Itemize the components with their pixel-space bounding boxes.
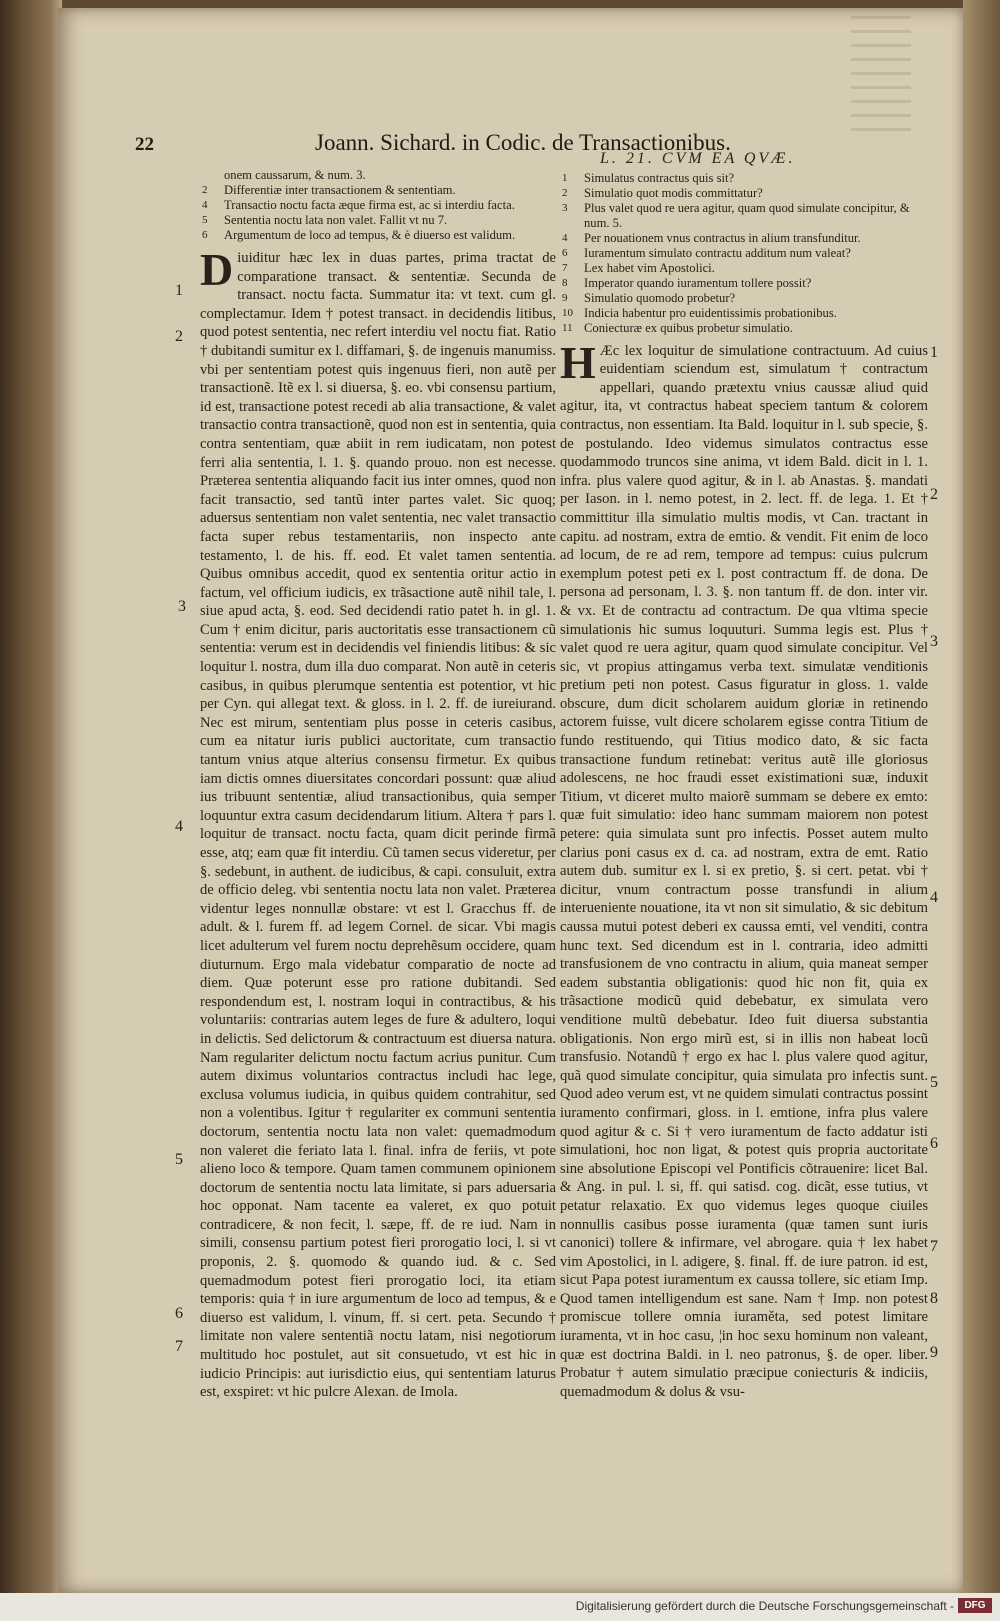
list-item: 4 Per nouationem vnus contractus in alium transfunditur. [562, 230, 861, 245]
margin-number: 1 [930, 344, 938, 361]
book-binding-edge [0, 0, 62, 1621]
margin-number: 4 [930, 889, 938, 906]
left-text-column [200, 166, 556, 1402]
list-item: 7 Lex habet vim Apostolici. [562, 260, 715, 275]
margin-number: 1 [175, 282, 183, 299]
drop-cap: H [560, 336, 596, 388]
drop-cap: D [200, 244, 234, 295]
margin-number: 5 [930, 1074, 938, 1091]
margin-number: 3 [178, 598, 186, 615]
footer-credit: Digitalisierung gefördert durch die Deutsche Forschungsgemeinschaft - [575, 1599, 954, 1613]
list-item: 5 Sententia noctu lata non valet. Fallit vt nu 7. [202, 213, 448, 227]
right-body-text [560, 336, 928, 1402]
left-paragraph: iuiditur hæc lex in duas partes, prima tractat de comparatione transact. & sententiæ. Secunda de transact. noctu facta. Summatur ita: vt text. cum gl. complectamur. Idem † potest transact. in decidendis litibus, quod potest sententia, nec refert interdiu vel noctu fiat. Ratio † dubitandi sumitur ex l. diffamari, §. de ingenuis manumiss. vbi per sententiam potest quis ingenuus fieri, non autẽ per transactionẽ. Itẽ ex l. si diuersa, §. eo. vbi consensu partium, id est, transactione potest recedi ab alia transactione, & valet transactio contra transactionẽ, quod non est in sententia, quia contra sententiam, quæ abiit in rem iudicatam, non potest ferri alia sententia, l. 1. §. quando prouo. non est necesse. Præterea sententia aliquando facit ius inter omnes, quod non facit transactio, sed tantũ inter partes valet. Sic quoq; aduersus sententiam non valet sententia, nec valet transactio facta super rebus testamentariis, non inspecto ante testamento, l. de his. ff. eod. Et valet tamen sententia. Quibus omnibus accedit, quod ex sententia oritur actio in factum, vel officium iudicis, ex trãsactione autẽ nihil tale, l. siue apud acta, §. eod. Sed decidendi ratio patet h. in gl. 1. Cum † enim dicitur, paris auctoritatis esse transactionem cũ sententia: verum est in decidendis vel finiendis litibus: & sic loquitur l. nostra, dum illa duo comparat. Non autẽ in ceteris casibus, in quibus plerumque sententia est potentior, vt hic per Cyn. qui allegat text. & gloss. in l. 2. ff. de iureiurand. Nec est mirum, sententiam plus posse in ceteris casibus, cum ea nitatur iuris publici auctoritate, cum transactio tantum vnius atque alterius consensu firmetur. Ex quibus iam dictis omnes diuersitates concordari possunt: quæ aliud ius tribuunt sententiæ, aliud transactionibus, quia semper loquuntur extra casum decidendarum litium. Altera † pars l. loquitur de transact. noctu facta, quam dicit perinde firmã esse, atq; eam quæ fit interdiu. Cũ tamen secus videretur, per §. sedebunt, in authent. de iudicibus, & capi. consuluit, extra de officio deleg. vbi sententia noctu lata non valet. Præterea videntur leges nonnullæ obstare: vt est l. Gracchus ff. de adult. & l. furem ff. ad legem Cornel. de sicar. Vbi magis licet adulterum vel furem noctu deprehẽsum occidere, quam diuturnum. Ergo mala videbatur comparatio de nocte ad diem. Quæ poterunt esse pro ratione dubitandi. Sed respondendum est, l. nostram loqui in contractibus, & his voluntariis: contrarias autem leges de fure & adultero, loqui in delictis. Sed delictorum & contractuum est diuersa natura. Nam regulariter delictum noctu factum acrius punitur. Cum autem diximus voluntarios contractus includi hac lege, exclusa volumus iudicia, in quibus quidem contrahitur, sed non a volentibus. Igitur † regulariter ex communi sententia doctorum, sententia noctu lata non valet: quemadmodum non valeret die feriato lata l. final. infra de feriis, vt pote alieno loco & tempore. Quam tamen communem opinionem doctorum de sententia noctu lata limitate, si pars aduersaria hoc opponat. Nam tacente ea valeret, ex quo potuit contradicere, & non fecit, l. sæpe, ff. de re iud. Nam in simili, consensu partium potest fieri prorogatio loci, l. si vt proponis, 2. §. quomodo & quando iud. & c. Sed quemadmodum potest fieri prorogatio loci, ita etiam temporis: quia † in iure argumentum de loco ad tempus, & e diuerso est validum, l. vinum, ff. si cert. peta. Secundo † limitate non valere sententiã noctu latam, nisi negotiorum multitudo hoc postulet, aut sit consuetudo, vt est hic in iudicio Principis: aut iurisdictio eius, qui sententiam laturus est, exspiret: vt hic pulcre Alexan. de Imola. [200, 250, 557, 1401]
page-edge-right [963, 0, 1000, 1621]
margin-number: 6 [930, 1135, 938, 1152]
dfg-logo: DFG [958, 1598, 992, 1613]
margin-number: 6 [175, 1305, 183, 1322]
running-title: Joann. Sichard. in Codic. de Transactionibus. [315, 130, 731, 155]
list-item: 4 Transactio noctu facta æque firma est, ac si interdiu facta. [202, 198, 515, 212]
page-number: 22 [135, 134, 154, 155]
list-item: 11 Coniecturæ ex quibus probetur simulatio. [562, 320, 793, 335]
right-contents-list [560, 171, 928, 336]
list-item: 6 Iuramentum simulato contractu additum num valeat? [562, 245, 851, 260]
bleed-through-text [851, 16, 911, 136]
list-item: 8 Imperator quando iuramentum tollere possit? [562, 275, 812, 290]
right-text-column [560, 150, 928, 1401]
list-item: 2 Differentiæ inter transactionem & sententiam. [202, 183, 456, 197]
law-heading: L. 21. CVM EA QVÆ. [600, 150, 796, 167]
list-item: onem caussarum, & num. 3. [224, 168, 366, 182]
margin-number: 5 [175, 1151, 183, 1168]
margin-number: 7 [175, 1338, 183, 1355]
right-paragraph: Æc lex loquitur de simulatione contractuum. Ad cuius euidentiam sciendum est, simulatum † contractum appellari, quando prætextu vnius caussæ aliud quid agitur, ita, vt contractus habeat speciem tantum & colorem contractus, non essentiam. Ita Bald. loquitur in l. sub specie, §. de postulando. Ideo videmus simulatos contractus esse quodammodo truncos sine anima, vt idem Bald. dicit in l. 1. infra. plus valere quod agitur, & in l. ab Anastas. §. mandati per Iason. in l. nemo potest, in 2. lect. ff. de lega. 1. Et † committitur illa simulatio multis modis, vt Can. tractant in capitu. ad nostram, extra de emtio. & vendit. Fit enim de loco ad locum, de re ad rem, tempore ad tempus: cuius pulcrum exemplum potest peti ex l. post contractum ff. de dona. De persona ad personam, l. 3. §. non tantum ff. de don. inter vir. & vx. Et de contractu ad contractum. De qua vltima specie simulationis hic sumus loquuturi. Summa legis est. Plus † valet quod re uera agitur, quam quod simulate concipitur. Vel sic, vt propius attingamus verba text. simulatæ venditionis pretium peti non potest. Casus figuratur in gloss. 1. valde obscure, dum dicit scholarem auidum gloriæ in retinendo actorem fuisse, vult dicere scholarem egisse contra Titium de fundo restituendo, qui Titius modico dato, & sic facta transactione fundum retinebat: veritus autẽ ille gloriosus adolescens, ne hoc fraudi esset existimationi suæ, induxit Titium, vt diceret multo maiorẽ summam se debere ex emto: quæ fuit simulatio: ideo hanc summam maiorem non potest petere: quia simulata sunt pro infectis. Posset autem multo clarius poni casus ex d. ca. ad nostram, extra de emt. Ratio autem dub. sumitur ex l. si ex pretio, §. si cert. petat. vbi † dicitur, vnum contractum posse transfundi in alium interueniente nouatione, ita vt non sit simulatio, & sic debitum caussa mutui potest deberi ex caussa emti, vel venditi, contra hunc text. Sed dicendum est in l. contraria, ideo admitti transfusionem de vno contractu in alium, quia maneat semper eadem substantia obligationis: quod hic non fit, quia ex trãsactione modicũ quid debebatur, ex simulata vero venditione multũ debebatur. Ideo fuit diuersa substantia obligationis. Non ergo mirũ est, si in illis non habeat locũ transfusio. Notandũ † ergo ex hac l. plus valere quod agitur, quã quod simulate concipitur, quia simulata pro infectis sunt. Quod adeo verum est, vt ne quidem simulati contractus possint iuramento confirmari, gloss. in l. emtione, infra plus valere quod agitur & c. Si † vero iuramentum de facto addatur isti simulationi, hoc non ligat, & potest quis propria auctoritate sine absolutione Episcopi vel Pontificis cõtrauenire: licet Bal. & Ang. in pul. l. si, ff. qui satisd. cog. dicãt, esse tutius, vt petatur relaxatio. Ex quo videmus leges quoque ciuiles nonnullis casibus posse iuramenta (quæ tamen sunt iuris canonici) tollere & infirmare, vel abrogare. quia † lex habet vim Apostolici, in l. adigere, §. final. ff. de iure patron. id est, sicut Papa potest iuramentum ex caussa tollere, sic etiam Imp. Quod tamen intelligendum est sane. Nam † Imp. non potest promiscue tollere omnia iuraměta, sed potest limitare iuramenta, vt in hoc casu, ¦in hoc sexu hominum non valeant, quæ est doctrina Baldi. in l. neo patronus, §. de oper. liber. Probatur † autem simulatio præcipue coniecturis & indiciis, quemadmodum & dolus & vsu- [560, 342, 928, 1400]
margin-number: 9 [930, 1344, 938, 1361]
list-item: 9 Simulatio quomodo probetur? [562, 290, 736, 305]
list-item: 2 Simulatio quot modis committatur? [562, 185, 763, 200]
left-body-text [200, 244, 557, 1402]
left-contents-list [200, 168, 556, 243]
list-item: 3 Plus valet quod re uera agitur, quam quod simulate concipitur, & num. 5. [562, 200, 910, 230]
margin-number: 7 [930, 1238, 938, 1255]
margin-number: 2 [175, 328, 183, 345]
list-item: 10 Indicia habentur pro euidentissimis probationibus. [562, 305, 837, 320]
margin-number: 4 [175, 818, 183, 835]
margin-number: 8 [930, 1290, 938, 1307]
list-item: 1 Simulatus contractus quis sit? [562, 170, 735, 185]
list-item: 6 Argumentum de loco ad tempus, & è diuerso est validum. [202, 228, 516, 242]
margin-number: 2 [930, 486, 938, 503]
margin-number: 3 [930, 633, 938, 650]
